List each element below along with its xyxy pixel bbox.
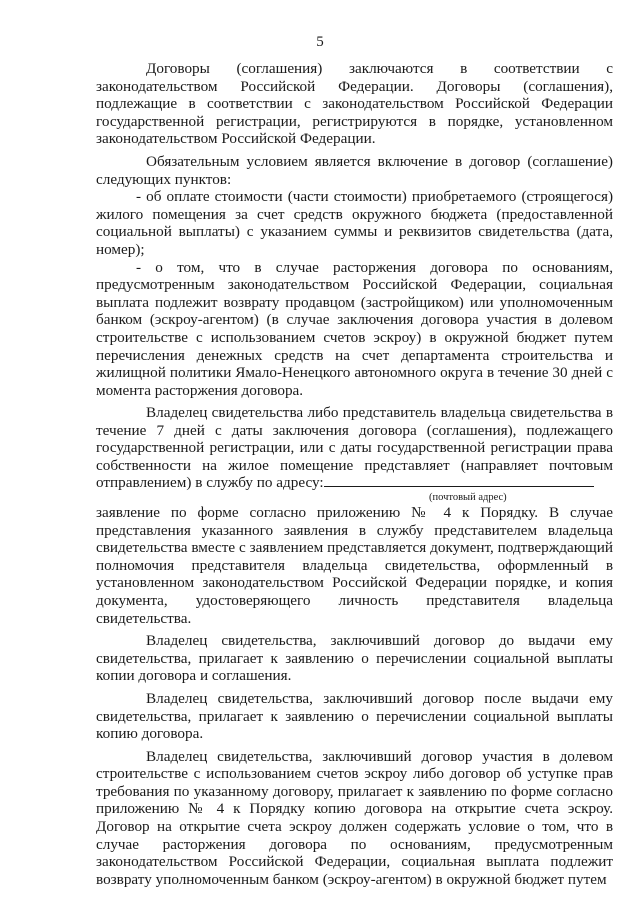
- paragraph-9: Владелец свидетельства, заключивший договор участия в долевом строительстве с использованием счетов эскроу либо договор об уступке прав требования по указанному договору, прилагает к заявлению по форме согласно приложению № 4 к Порядку копию договора на открытие счета эскроу. Договор на открытие счета эскроу должен содержать условие о том, что в случае расторжения договора по основаниям, предусмотренным законодательством Российской Федерации, социальная выплата подлежит возврату уполномоченным банком (эскроу-агентом) в окружной бюджет путем: [96, 747, 613, 888]
- paragraph-agreements: [96, 60, 613, 399]
- address-line: [324, 474, 594, 487]
- paragraph-6: заявление по форме согласно приложению № 4 к Порядку. В случае представления указанного заявления в службу представителем владельца свидетельства вместе с заявлением представляется документ, подтверждающий полномочия представителя владельца свидетельства, оформленный в установленном законодательством Российской Федерации порядке, и копия документа, удостоверяющего личность представителя владельца свидетельства.: [96, 503, 613, 627]
- address-caption: (почтовый адрес): [429, 491, 507, 503]
- paragraph-5: Владелец свидетельства либо представитель владельца свидетельства в течение 7 дней с даты заключения договора (соглашения), подлежащего государственной регистрации, или с даты государственной регистрации права собственности на жилое помещение представляет (направляет почтовым отправлением) в службу по адресу:: [96, 404, 613, 492]
- paragraph-2: Обязательным условием является включение в договор (соглашение) следующих пунктов:: [96, 152, 613, 188]
- list-item-termination: - о том, что в случае расторжения договора по основаниям, предусмотренным законодательством Российской Федерации, социальная выплата подлежит возврату продавцом (застройщиком) или уполномоченным банком (эскроу-агентом) (в случае заключения договора участия в долевом строительстве с использованием счетов эскроу) в окружной бюджет путем перечисления денежных средств на счет департамента строительства и жилищной политики Ямало-Ненецкого автономного округа в течение 30 дней с момента расторжения договора.: [96, 258, 613, 399]
- list-item-payment: - об оплате стоимости (части стоимости) приобретаемого (строящегося) жилого помещения за счет средств окружного бюджета (предоставленной социальной выплаты) с указанием суммы и реквизитов свидетельства (дата, номер);: [96, 188, 613, 258]
- paragraph-7: Владелец свидетельства, заключивший договор до выдачи ему свидетельства, прилагает к заявлению о перечислении социальной выплаты копии договора и соглашения.: [96, 632, 613, 685]
- paragraph-submission: [96, 404, 613, 888]
- paragraph-8: Владелец свидетельства, заключивший договор после выдачи ему свидетельства, прилагает к заявлению о перечислении социальной выплаты копию договора.: [96, 689, 613, 743]
- page-number: 5: [316, 34, 324, 50]
- paragraph-1: Договоры (соглашения) заключаются в соответствии с законодательством Российской Федерации. Договоры (соглашения), подлежащие в соответствии с законодательством Российской Федерации государственной регистрации, регистрируются в порядке, установленном законодательством Российской Федерации.: [96, 60, 613, 148]
